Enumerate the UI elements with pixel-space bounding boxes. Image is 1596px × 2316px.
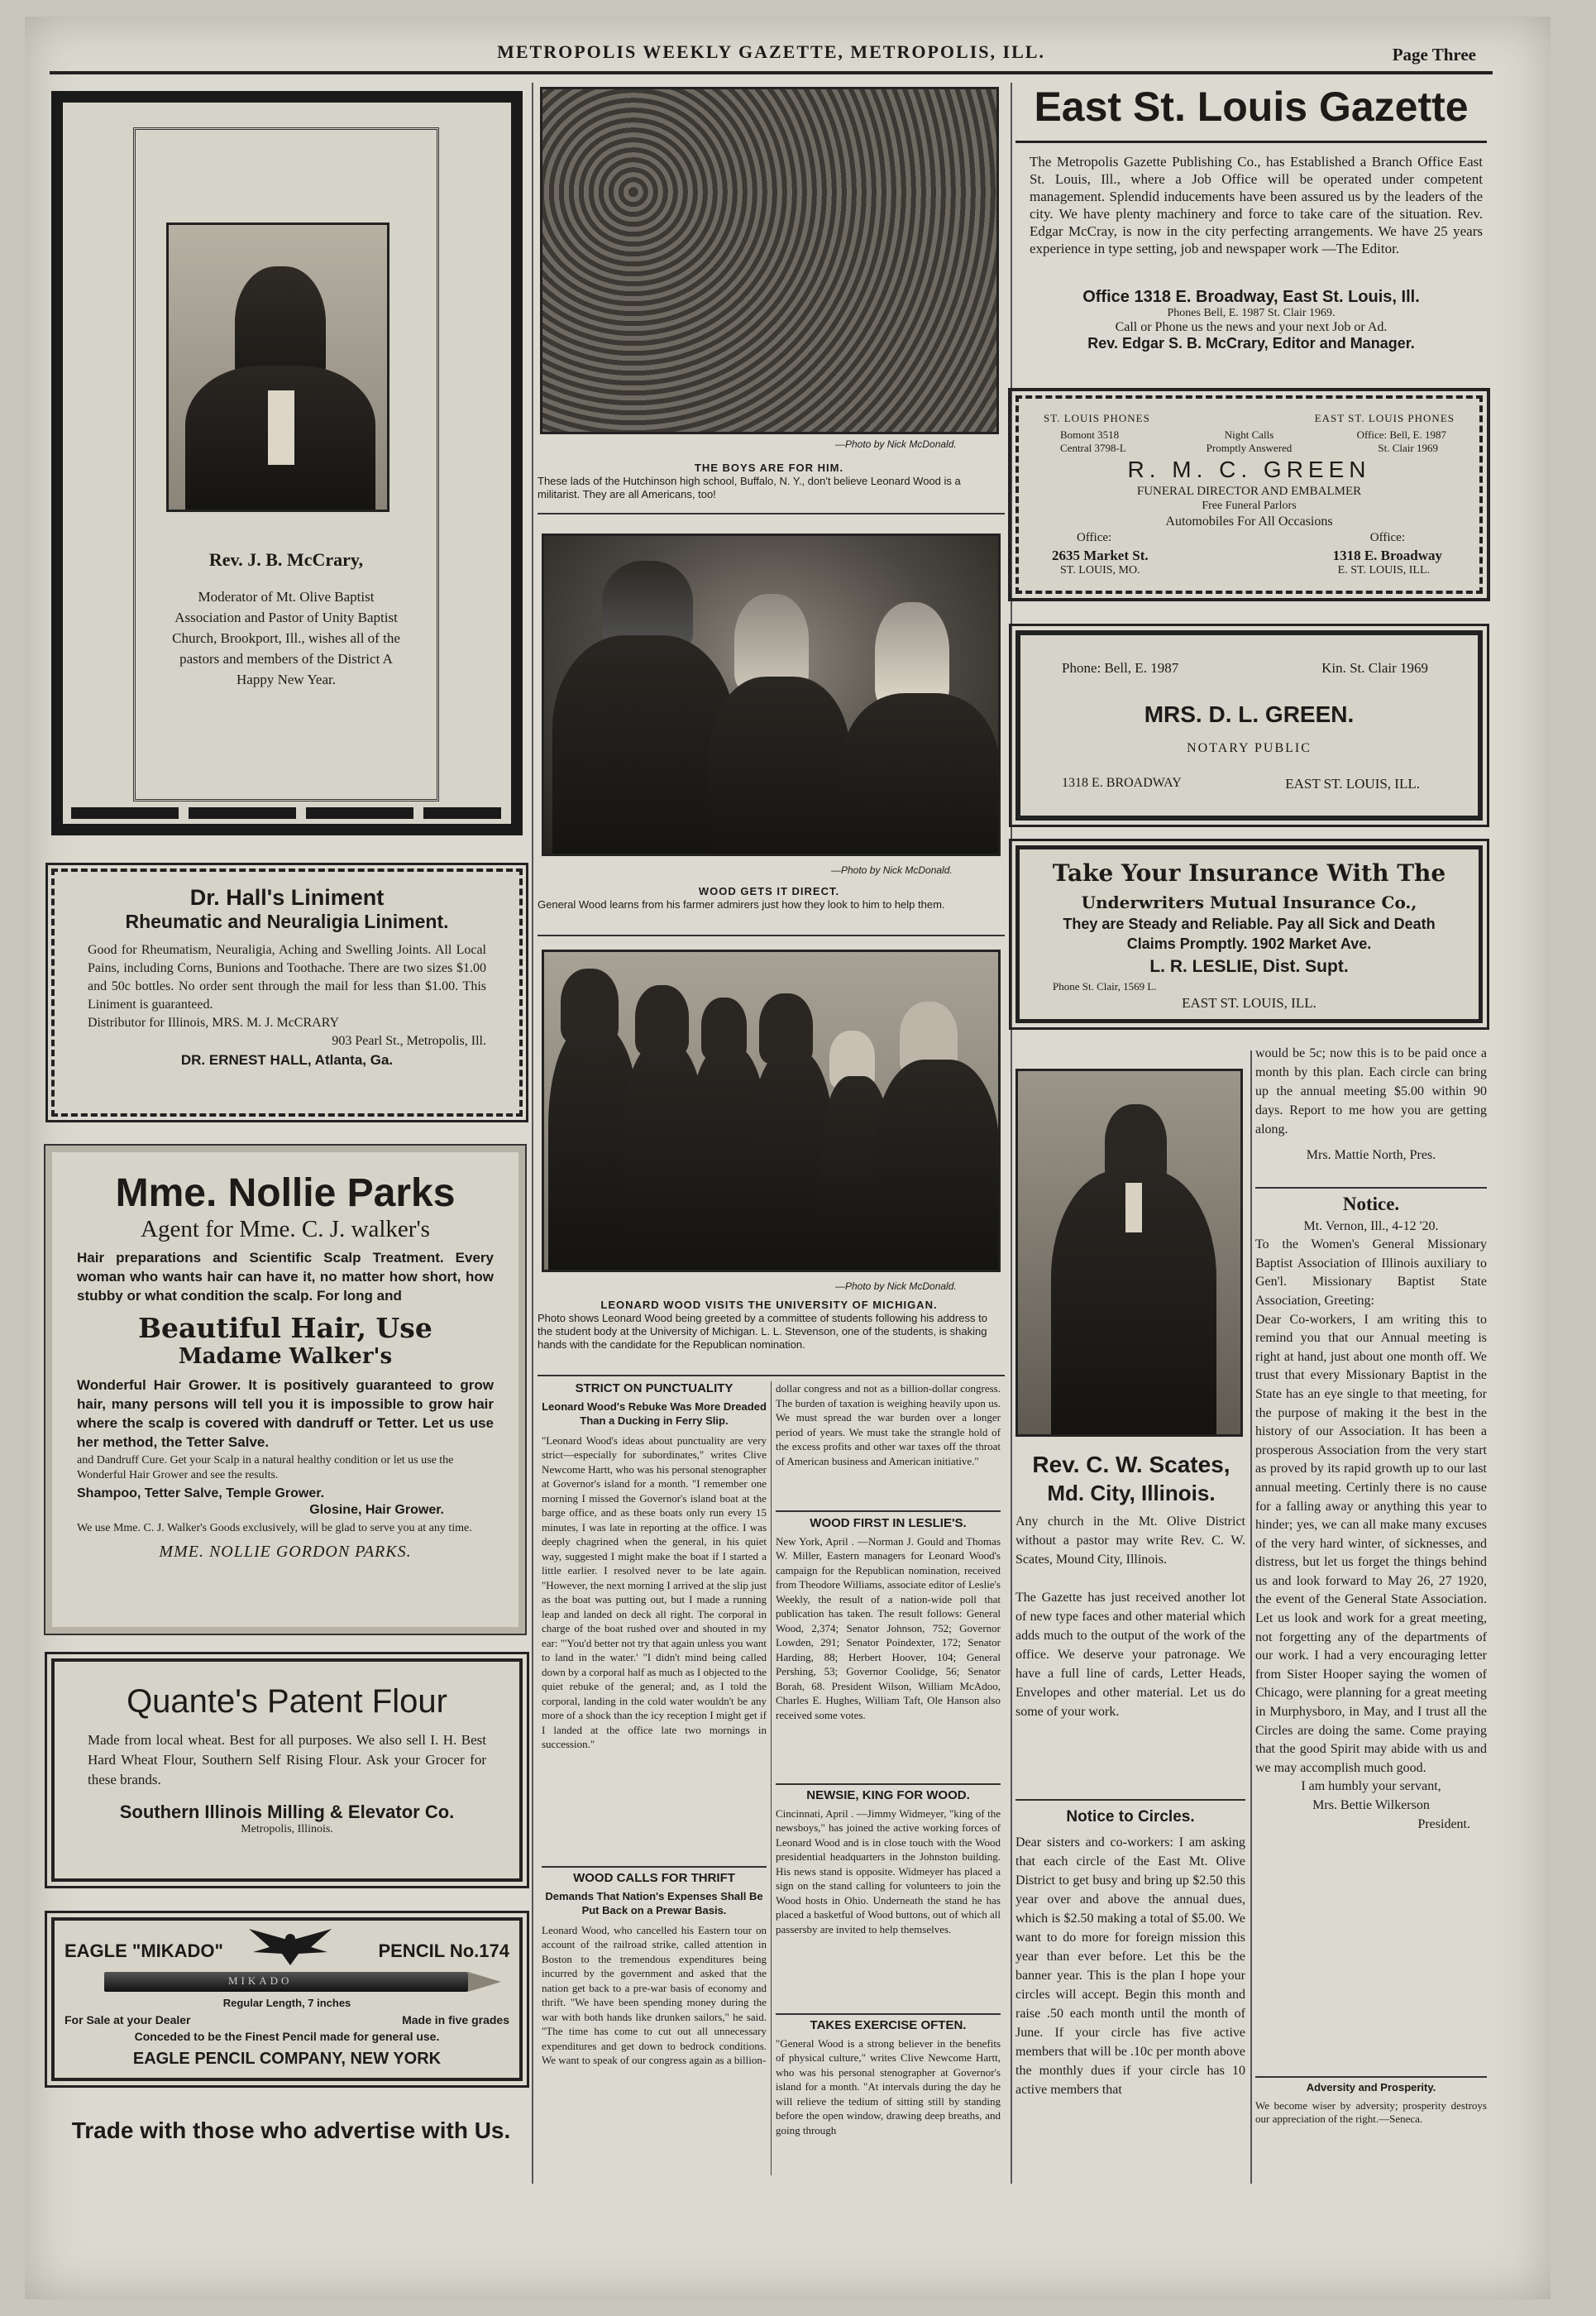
pencil-conceded: Conceded to be the Finest Pencil made for general use. [134, 2030, 440, 2043]
insurance-line2: Claims Promptly. 1902 Market Ave. [1126, 935, 1372, 952]
newsie-head: NEWSIE, KING FOR WOOD. [806, 1788, 970, 1802]
trade-slogan: Trade with those who advertise with Us. [71, 2117, 511, 2143]
office1-label: Office: [1077, 531, 1112, 544]
dl-notary: NOTARY PUBLIC [1187, 741, 1312, 755]
quante-title: Quante's Patent Flour [127, 1683, 447, 1720]
photo3-text: Photo shows Leonard Wood being greeted by a committee of students following his address to the student body at the University of Michigan. L. L. Stevenson, one of the students, is shaking hands with the candidate for the Republican nomination. [538, 1312, 987, 1351]
office2-city: E. ST. LOUIS, ILL. [1337, 564, 1430, 577]
photo2-text: General Wood learns from his farmer admirers just how they look to him to help them. [538, 898, 945, 911]
scates-name: Rev. C. W. Scates, [1032, 1452, 1230, 1477]
divider [538, 1375, 1005, 1376]
dl-address: 1318 E. BROADWAY [1062, 776, 1182, 790]
notice-name: Mrs. Bettie Wilkerson [1312, 1798, 1430, 1812]
insurance-line1: They are Steady and Reliable. Pay all Sick and Death [1063, 916, 1436, 932]
parks-line1: Hair preparations and Scientific Scalp Treatment. Every woman who wants hair can have it, no matter how short, how stubby or what condition the scalp. For long and [77, 1250, 494, 1304]
esl-phones-label: EAST ST. LOUIS PHONES [1314, 412, 1455, 424]
esl-call: Call or Phone us the news and your next Job or Ad. [1115, 320, 1388, 334]
strict-punctuality-article [542, 1381, 767, 1861]
central-phone: Central 3798-L [1060, 442, 1126, 454]
mccrary-text: Moderator of Mt. Olive Baptist Association and Pastor of Unity Baptist Church, Brookport, Ill., wishes all of the pastors and members of the District A Happy New Year. [172, 589, 400, 687]
photo1-text: These lads of the Hutchinson high school, Buffalo, N. Y., don't believe Leonard Wood is a militarist. They are all Americans, too! [538, 475, 961, 500]
circles-head: Notice to Circles. [1066, 1808, 1195, 1826]
insurance-phone: Phone St. Clair, 1569 L. [1053, 980, 1157, 993]
esl-office: Office 1318 E. Broadway, East St. Louis, Ill. [1082, 288, 1420, 306]
office1-city: ST. LOUIS, MO. [1060, 564, 1140, 577]
page-number: Page Three [1392, 45, 1476, 65]
gazette-type-note: The Gazette has just received another lot of new type faces and other material which adds much to the output of the work of the office. We deserve your patronage. We have a full line of cards, Letter Heads, Envelopes and other material. Let us do some of your work. [1015, 1591, 1245, 1719]
photo1-head: THE BOYS ARE FOR HIM. [694, 462, 844, 474]
pencil-left: EAGLE "MIKADO" [65, 1940, 223, 1961]
quante-city: Metropolis, Illinois. [241, 1823, 333, 1835]
exercise-article [776, 2018, 1001, 2177]
halls-footer: DR. ERNEST HALL, Atlanta, Ga. [180, 1052, 394, 1068]
pencil-company: EAGLE PENCIL COMPANY, NEW YORK [132, 2050, 442, 2068]
office2-address: 1318 E. Broadway [1332, 548, 1442, 563]
office2-label: Office: [1369, 531, 1405, 544]
column-rule [771, 1381, 772, 2175]
scates-body: Any church in the Mt. Olive District without a pastor may write Rev. C. W. Scates, Mound City, Illinois. [1015, 1514, 1245, 1567]
parks-sign: MME. NOLLIE GORDON PARKS. [159, 1543, 412, 1561]
divider [776, 2013, 1001, 2015]
esl-gazette-body: The Metropolis Gazette Publishing Co., has Established a Branch Office East St. Louis, Ill., where a Job Office will be operated under competent management. Splendid inducements have been assured us by the leaders of the city. We have plenty machinery and force to take care of the situation. Rev. Edgar McCray, is now in the city perfecting arrangements. We have 25 years experience in type setting, job and newspaper work —The Editor. [1030, 154, 1483, 256]
strict-sub: Leonard Wood's Rebuke Was More Dreaded Than a Ducking in Ferry Slip. [542, 1400, 767, 1427]
photo2-head: WOOD GETS IT DIRECT. [698, 885, 840, 897]
pencil-tip [468, 1972, 501, 1992]
rm-green-role: FUNERAL DIRECTOR AND EMBALMER [1136, 485, 1362, 498]
insurance-title: Take Your Insurance With The [1052, 859, 1446, 887]
office1-address: 2635 Market St. [1052, 548, 1149, 563]
masthead [50, 33, 1493, 74]
pencil-sale: For Sale at your Dealer [65, 2013, 191, 2026]
rm-green-funeral-ad [1015, 395, 1483, 594]
north-body: would be 5c; now this is to be paid once a month by this plan. Each circle can bring up the annual meeting $5.00 within 90 days. Report to me how you are getting along. [1255, 1046, 1487, 1136]
divider [776, 1510, 1001, 1512]
notice-body: Dear Co-workers, I am writing this to remind you that our Annual meeting is right at hand, just about one month off. We trust that every Missionary Baptist in the State has an eye single to that meeting, for the purpose of making it the best in the history of our Association. It has been a prosperous Association from the very start as proved by its rapid growth up to our last annual meeting. Certinly there is no cause for a falling away or anything this year to hinder; yes, we can all make many excuses of the very hard winter, of sicknesses, and distress, but let us forget the things behind us and look forward to May 26, 27 1920, the event of the General State Association. Let us look and work for a great meeting, not forgetting any of the departments of our work. I had a very encouraging letter from Sister Hooper saying the women of Chicago, were planning for a great meeting in Murphysboro, in May, and I trust all the Circles are doing the same. Come praying that the good Spirit may abide with us and we may accomplish much good. [1255, 1312, 1487, 1775]
strict-head: STRICT ON PUNCTUALITY [575, 1381, 733, 1395]
notice-intro: To the Women's General Missionary Baptist Association of Illinois auxiliary to Gen'l. Missionary Baptist State Association, Greeting: [1255, 1237, 1487, 1308]
photo1-caption [538, 462, 1001, 501]
halls-title: Dr. Hall's Liniment [189, 885, 385, 910]
esl-phones: Phones Bell, E. 1987 St. Clair 1969. [1167, 307, 1336, 319]
photo2-caption [538, 885, 1001, 912]
border-ornament [71, 807, 501, 819]
dl-kin: Kin. St. Clair 1969 [1321, 660, 1428, 676]
notice-to-circles [1015, 1807, 1245, 2180]
stl-phones-label: ST. LOUIS PHONES [1044, 412, 1150, 424]
mccrary-name: Rev. J. B. McCrary, [208, 549, 364, 570]
exercise-head: TAKES EXERCISE OFTEN. [810, 2018, 967, 2032]
halls-subtitle: Rheumatic and Neuraligia Liniment. [125, 911, 449, 932]
photo-wood-farmers [542, 534, 1001, 856]
halls-address: 903 Pearl St., Metropolis, Ill. [332, 1034, 486, 1048]
esl-editor: Rev. Edgar S. B. McCrary, Editor and Manager. [1087, 335, 1415, 352]
strict-body: "Leonard Wood's ideas about punctuality are very strict—especially for subordinates," writes Clive Newcome Hartt, who was his personal stenographer at Governor's island for a month. "I remember one morning I missed the Governor's island boat at the barge office, and as these boats only run every 15 minutes, I was late in reporting at the office. I was deeply chagrined when the general, in his quiet way, suggested I might make the boat if I started a little earlier. I resolved never to be late again. "However, the next morning I arrived at the slip just as the boat was putting out, but I made a running leap and landed on deck all right. The corporal in charge of the boat rushed over and shouted in my ear: "'You'd better not try that again unless you want to land in the water.' "I didn't mind being called down by a corporal half as much as I objected to the quiet rebuke of the general; and, as I told the corporal, landing in the cold water wouldn't be any more of a shock than the icy reception I might get if I landed at the office late two mornings in succession." [542, 1433, 767, 1750]
leslies-body: New York, April . —Norman J. Gould and Thomas W. Miller, Eastern managers for Leonard Wood's campaign for the Republican nomination, received from Theodore Williams, associate editor of Leslie's Weekly, the result of a nation-wide poll that publication has taken. The result follows: General Wood, 2,374; Senator Johnson, 752; Governor Lowden, 291; Senator Poindexter, 172; Senator Harding, 88; Herbert Hoover, 104; General Pershing, 53; Governor Coolidge, 56; Senator Borah, 68. President Wilson, William McAdoo, Charles E. Hughes, William Taft, Ole Hanson also received some votes. [776, 1534, 1001, 1721]
automobiles: Automobiles For All Occasions [1165, 514, 1333, 529]
notice-title: President. [1417, 1816, 1470, 1831]
rm-green-name: R. M. C. GREEN [1127, 457, 1371, 482]
promptly-answered: Promptly Answered [1206, 442, 1293, 454]
column-rule [1250, 1050, 1252, 2184]
notice-head: Notice. [1342, 1195, 1400, 1214]
pencil-five: Made in five grades [402, 2013, 509, 2026]
newsie-body: Cincinnati, April . —Jimmy Widmeyer, "king of the newsboys," has joined the active working forces of Leonard Wood and is in close touch with the Wood presidential headquarters in the Johnston building. His news stand is opposite. Widmeyer has placed a sign on the stand calling for volunteers to join the Wood hosts in Ohio. Underneath the stand he has placed a basketful of Wood buttons, out of which all passersby are invited to help themselves. [776, 1806, 1001, 1936]
divider [776, 1783, 1001, 1785]
adversity-body: We become wiser by adversity; prosperity destroys our appreciation of the right.—Seneca. [1255, 2099, 1487, 2125]
parks-line3: and Dandruff Cure. Get your Scalp in a natural healthy condition or let us use the Wonderful Hair Grower and see the results. [77, 1454, 454, 1481]
dl-green-notary-ad [1015, 630, 1483, 821]
notice-article [1255, 1195, 1487, 2072]
insurance-company: Underwriters Mutual Insurance Co., [1081, 892, 1417, 912]
mccrary-portrait-ad [51, 91, 523, 835]
parks-line5: Glosine, Hair Grower. [309, 1503, 444, 1517]
leslies-head: WOOD FIRST IN LESLIE'S. [810, 1516, 967, 1530]
parks-line4: Shampoo, Tetter Salve, Temple Grower. [77, 1486, 325, 1500]
photo3-head: LEONARD WOOD VISITS THE UNIVERSITY OF MICHIGAN. [600, 1299, 938, 1311]
esl-gazette-footer [1015, 288, 1487, 352]
divider [1255, 1187, 1487, 1189]
photo-university-michigan [542, 950, 1001, 1272]
quante-body: Made from local wheat. Best for all purposes. We also sell I. H. Best Hard Wheat Flour, Southern Self Rising Flour. Ask your Grocer for these brands. [88, 1732, 486, 1787]
eagle-icon [245, 1924, 336, 1970]
divider [542, 1866, 767, 1868]
column-rule [532, 83, 533, 2184]
dl-city: EAST ST. LOUIS, ILL. [1285, 776, 1420, 792]
dl-name: MRS. D. L. GREEN. [1144, 701, 1355, 727]
north-sign: Mrs. Mattie North, Pres. [1306, 1148, 1436, 1162]
thrift-body: Leonard Wood, who cancelled his Eastern tour on account of the railroad strike, called attention in Boston to the tremendous expenditures being incurred by the government and asked that the nation get back to a pre-war basis of economy and thrift. "We have been spending money during the war with both hands like drunken sailors," he said. "The time has come to cut out all unnecessary expenditures and get down to bedrock conditions. We want to speak of our congress again as a billion- [542, 1923, 767, 2066]
newsie-article [776, 1788, 1001, 2012]
notice-closing: I am humbly your servant, [1301, 1779, 1441, 1794]
masthead-title: METROPOLIS WEEKLY GAZETTE, METROPOLIS, ILL. [497, 41, 1045, 62]
photo-boys-crowd [540, 87, 999, 434]
photo3-caption [538, 1299, 1001, 1352]
parks-big: Beautiful Hair, Use [138, 1312, 432, 1344]
pencil-right: PENCIL No.174 [378, 1940, 509, 1961]
parks-line2: Wonderful Hair Grower. It is positively guaranteed to grow hair, many persons will tell you it is impossible to grow hair where the scalp is covered with dandruff or Tetter. Let us use her method, the Tetter Salve. [77, 1377, 494, 1450]
photo1-credit: —Photo by Nick McDonald. [835, 438, 957, 450]
divider [1015, 141, 1487, 143]
thrift-head: WOOD CALLS FOR THRIFT [573, 1871, 735, 1885]
insurance-ad [1015, 845, 1483, 1023]
parks-name: Mme. Nollie Parks [115, 1171, 456, 1215]
halls-distributor: Distributor for Illinois, MRS. M. J. McCRARY [88, 1016, 340, 1030]
eagle-pencil-ad [51, 1917, 523, 2081]
quante-company: Southern Illinois Milling & Elevator Co. [119, 1802, 455, 1822]
parks-brand: Madame Walker's [178, 1344, 393, 1369]
mccrary-portrait [166, 223, 389, 512]
esl-gazette-title: East St. Louis Gazette [1034, 84, 1469, 130]
parks-line6: We use Mme. C. J. Walker's Goods exclusively, will be glad to serve you at any time. [77, 1522, 472, 1534]
scates-city: Md. City, Illinois. [1047, 1481, 1216, 1505]
photo2-credit: —Photo by Nick McDonald. [831, 864, 953, 876]
quante-flour-ad [51, 1658, 523, 1882]
wood-thrift-article [542, 1871, 767, 2177]
scates-portrait [1015, 1069, 1243, 1437]
north-continued [1255, 1044, 1487, 1165]
insurance-agent: L. R. LESLIE, Dist. Supt. [1149, 957, 1349, 976]
exercise-body: "General Wood is a strong believer in the benefits of physical culture," writes Clive Newcome Hartt, who was his personal stenographer at Governor's island for a month. "At intervals during the day he will relieve the tedium of sitting still by standing before the open window, drawing deep breaths, and going through [776, 2036, 1001, 2137]
pencil-regular: Regular Length, 7 inches [222, 1997, 351, 2009]
nollie-parks-ad [45, 1146, 525, 1634]
free-parlors: Free Funeral Parlors [1202, 500, 1297, 512]
adversity-head: Adversity and Prosperity. [1306, 2081, 1436, 2093]
pencil-image: MIKADO [104, 1972, 468, 1992]
insurance-city: EAST ST. LOUIS, ILL. [1182, 995, 1316, 1011]
bomont-phone: Bomont 3518 [1060, 428, 1120, 441]
divider [538, 935, 1005, 936]
thrift-sub: Demands That Nation's Expenses Shall Be Put Back on a Prewar Basis. [545, 1889, 763, 1916]
adversity-article [1255, 2081, 1487, 2126]
parks-agent: Agent for Mme. C. J. walker's [141, 1216, 430, 1242]
wood-leslies-article [776, 1516, 1001, 1781]
night-calls: Night Calls [1224, 428, 1274, 441]
stclair-phone: St. Clair 1969 [1378, 442, 1438, 454]
divider [538, 513, 1005, 514]
notice-dateline: Mt. Vernon, Ill., 4-12 '20. [1303, 1218, 1439, 1233]
column-rule [1011, 83, 1012, 2184]
circles-body: Dear sisters and co-workers: I am asking that each circle of the East Mt. Olive District to get busy and bring up $2.50 this year over and above the annual dues, which is $2.50 making a total of $5.00. We want to do more for foreign mission this year than ever before. Let this be the banner year. This is the plan I hope your circles will accept. Begin this month and raise .50 each month until the month of June. If your circle has five active members that will be .10c per month above the monthly dues if your circle has 10 active members that [1015, 1835, 1245, 2097]
photo3-credit: —Photo by Nick McDonald. [835, 1280, 957, 1292]
divider [1255, 2076, 1487, 2078]
thrift-continued [776, 1381, 1001, 1518]
thrift2-body: dollar congress and not as a billion-dollar congress. The burden of taxation is weighing heavily upon us. We must spread the war burden over a longer period of years. We must take the strangle hold of the excess profits and other war taxes off the throat of American business and American initiative." [776, 1382, 1001, 1467]
bell-phone: Office: Bell, E. 1987 [1356, 428, 1446, 441]
divider [1015, 1799, 1245, 1801]
halls-liniment-ad [51, 868, 523, 1117]
dl-phone: Phone: Bell, E. 1987 [1062, 660, 1179, 676]
halls-body: Good for Rheumatism, Neuraligia, Aching and Swelling Joints. All Local Pains, including Corns, Bunions and Toothache. There are two sizes $1.00 and 50c bottles. No order sent through the mail for less than $1.00. This Liniment is guaranteed. [88, 943, 486, 1012]
